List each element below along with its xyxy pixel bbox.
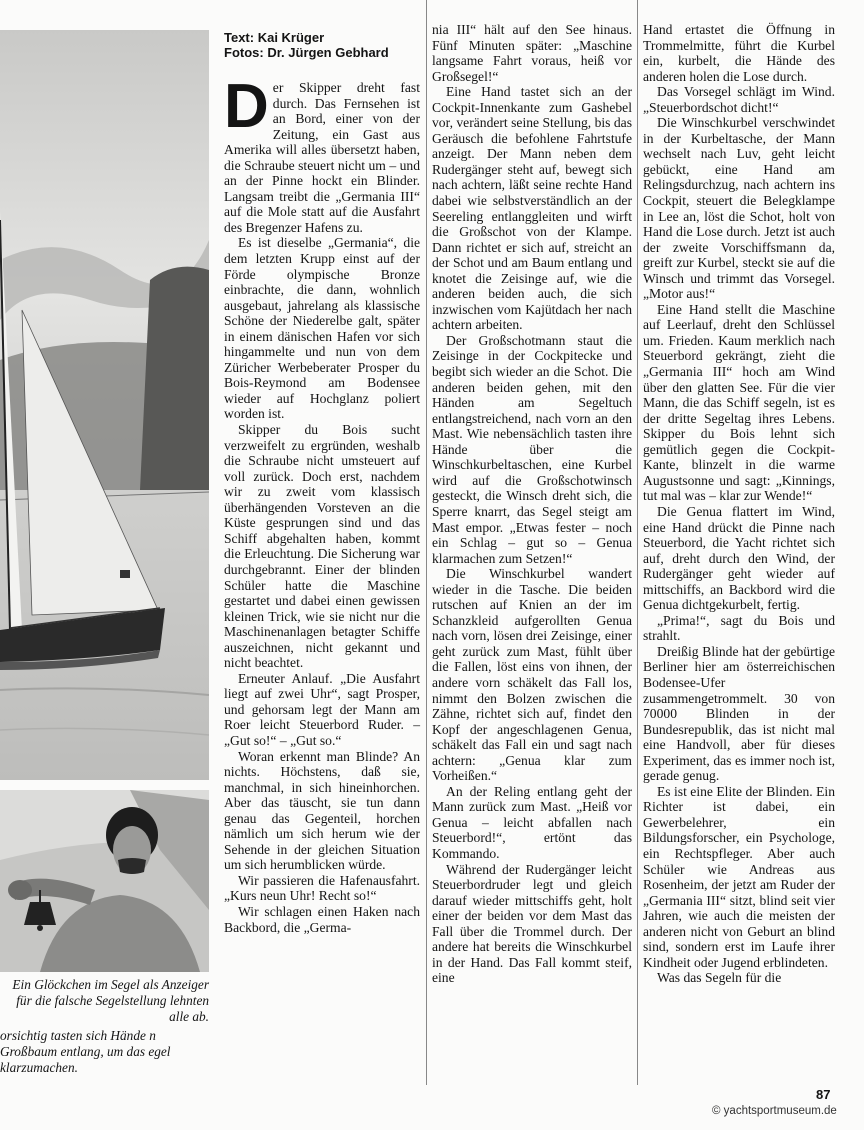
bell-photo [0,790,209,972]
text-credit: Text: Kai Krüger [224,30,325,45]
article-column-2 [432,22,632,986]
page-number: 87 [816,1087,831,1102]
paragraph: Hand ertastet die Öffnung in Trommelmitte, führt die Kurbel ein, kurbelt, die Hände des anderen holen die Lose durch. [643,22,835,84]
paragraph: Es ist dieselbe „Germania“, die dem letzten Krupp einst auf der Förde olympische Bronze einbrachte, die dann, wohnlich ausgebaut, jahrelang als klassische Schöne der Niederelbe galt, später in einem dänischen Hafen vor sich hingammelte und nun von dem Züricher Werbeberater Prosper du Bois-Reymond am Bodensee wieder auf Hochglanz poliert worden ist. [224,235,420,422]
paragraph: Die Winschkurbel verschwindet in der Kurbeltasche, der Mann wechselt nach Luv, geht leicht gebückt, eine Hand am Relingsdurchzug, nach achtern ins Cockpit, steuert die Belegklampe in Lee an, löst die Schot, holt von Hand die Lose durch. Jetzt ist auch der zweite Vorschiffsmann da, greift zur Kurbel, steckt sie auf die Winsch und trimmt das Vorsegel. „Motor aus!“ [643,115,835,302]
paragraph [224,72,420,235]
paragraph: Die Winschkurbel wandert wieder in die Tasche. Die beiden rutschen auf Knien an der im Schanzkleid aufgerollten Genua nach vorn, lösen drei Zeisinge, einer geht zurück zum Mast, fühlt über die Fallen, löst eins von ihnen, der andere vorn schäkelt das Fall los, nimmt den Bolzen zwischen die Zähne, richtet sich auf, findet den Kopf der angeschlagenen Genua, schäkelt das Fall ein und sagt nach achtern: „Genua klar zum Vorheißen.“ [432,566,632,784]
paragraph: Dreißig Blinde hat der gebürtige Berliner hier am österreichischen Bodensee-Ufer zusammengetrommelt. 30 von 70000 Blinden in der Bundesrepublik, das ist nicht mal eine Handvoll, aber für dieses Experiment, das es immer noch ist, gerade genug. [643,643,835,784]
paragraph: Eine Hand stellt die Maschine auf Leerlauf, dreht den Schlüssel um. Frieden. Kaum merklich nach Steuerbord gekrängt, zieht die „Germania III“ hoch am Wind über den glatten See. Für die vier Mann, die das Schiff segeln, ist es der dritte Segeltag ihres Lebens. Skipper du Bois lehnt sich gemütlich gegen die Cockpit-Kante, blinzelt in die warme Augustsonne und sagt: „Kinnings, tut mal was – klar zur Wende!“ [643,301,835,504]
column-rule [637,0,638,1085]
photo-credit: Fotos: Dr. Jürgen Gebhard [224,45,389,60]
paragraph: „Prima!“, sagt du Bois und strahlt. [643,612,835,644]
paragraph: An der Reling entlang geht der Mann zurück zum Mast. „Heiß vor Genua – leicht abfallen nach Steuerbord!“, ertönt das Kommando. [432,783,632,861]
paragraph: Das Vorsegel schlägt im Wind. „Steuerbordschot dicht!“ [643,84,835,115]
paragraph: Woran erkennt man Blinde? An nichts. Höchstens, daß sie, manchmal, in sich hineinhorchen. Aber das täuscht, sie tun dann genau das Gegenteil, horchen nämlich um sich herum wie der Sehende in der gleichen Situation um sich herumblicken würde. [224,748,420,873]
paragraph: Wir passieren die Hafenausfahrt. „Kurs neun Uhr! Recht so!“ [224,872,420,904]
hands-photo-caption: orsichtig tasten sich Hände n Großbaum entlang, um das egel klarzumachen. [0,1028,171,1075]
bell-photo-caption: Ein Glöckchen im Segel als Anzeiger für die falsche Segelstellung lehnten alle ab. [12,977,209,1024]
paragraph: Wir schlagen einen Haken nach Backbord, die „Germa- [224,903,420,935]
paragraph: Eine Hand tastet sich an der Cockpit-Innenkante zum Gashebel vor, verändert seine Stellung, bis das Geräusch die befohlene Fahrtstufe anzeigt. Der Mann neben dem Rudergänger steht auf, bewegt sich nach achtern, läßt seine rechte Hand dabei wie selbstverständlich an der Seereling entlanggleiten und wirft die Großschot von der Klampe. Dann richtet er sich auf, streicht an der Schot und am Baum entlang und knotet die Zeisinge auf, wie die anderen beiden auch, die sich inzwischen vom Kajütdach her nach achtern arbeiten. [432,84,632,333]
paragraph: Die Genua flattert im Wind, eine Hand drückt die Pinne nach Steuerbord, die Yacht richtet sich auf, dreht durch den Wind, der Rudergänger geht wieder auf mittschiffs, an Backbord wird die Genua dichtgekurbelt, fertig. [643,503,835,613]
paragraph: Der Großschotmann staut die Zeisinge in der Cockpitecke und begibt sich wieder an die Schot. Die anderen beiden gehen, mit den Händen am Segeltuch entlangstreichend, nach vorn an den Mast. Wie nebensächlich tasten ihre Hände über die Winschkurbeltaschen, eine Kurbel wird auf die Großschotwinsch gesteckt, die Winsch dreht sich, die Sperre knarrt, das Segel steigt am Mast empor. „Etwas fester – noch ein Schlag – gut so – Genua klarmachen zum Setzen!“ [432,332,632,566]
drop-cap: D [224,72,269,141]
paragraph: Es ist eine Elite der Blinden. Ein Richter ist dabei, ein Gewerbelehrer, ein Bildungsforscher, ein Psychologe, ein Rechtspfleger. Aber auch Schüler wie Andreas aus Rosenheim, der jetzt am Ruder der „Germania III“ sitzt, blind seit vier Jahren, wie auch die meisten der anderen nicht von Geburt an blind sind, sondern erst im Laufe ihrer Kindheit oder Jugend erblindeten. [643,783,835,970]
sailboat-photo [0,30,209,780]
column-rule [426,0,427,1085]
paragraph: nia III“ hält auf den See hinaus. Fünf Minuten später: „Maschine langsame Fahrt voraus, heiß vor Großsegel!“ [432,22,632,84]
article-column-1 [224,30,420,935]
watermark: © yachtsportmuseum.de [712,1105,837,1117]
article-credits [224,30,420,60]
paragraph: Was das Segeln für die [657,970,782,986]
paragraph: Erneuter Anlauf. „Die Ausfahrt liegt auf zwei Uhr“, sagt Prosper, und gehorsam legt der Mann am Roer leicht Steuerbord Ruder. – „Gut so!“ – „Gut so.“ [224,670,420,748]
article-column-3 [643,22,835,986]
paragraph-text: er Skipper dreht fast durch. Das Fernsehen ist an Bord, einer von der Zeitung, ein Gast aus Amerika will alles übersetzt haben, die Schraube steuert nicht um – und an der Pinne hockt ein Blinder. Langsam treibt die „Germania III“ auf die Mole statt auf die Ausfahrt des Bregenzer Hafens zu. [224,80,420,235]
paragraph: Skipper du Bois sucht verzweifelt zu ergründen, weshalb die Schraube nicht umsteuert auf voll zurück. Doch erst, nachdem wir zu zweit vom klassisch überhängenden Vorsteven an die Küste gesprungen sind und das Schiff abgehalten haben, kommt die Erleuchtung. Die Sicherung war durchgebrannt. Einer der blinden Schüler hatte die Maschine gestartet und dabei einen gewissen kleinen Trick, wie sie nicht nur die Maschinenanlagen betagter Schiffe auszeichnen, nicht gekannt und nicht beachtet. [224,422,420,671]
paragraph: Während der Rudergänger leicht Steuerbordruder legt und gleich darauf wieder mittschiffs geht, holt einer der beiden vor dem Mast das Fall über die Trommel durch. Der andere hat bereits die Winschkurbel in der Hand. Das Fall kommt steif, eine [432,861,632,986]
